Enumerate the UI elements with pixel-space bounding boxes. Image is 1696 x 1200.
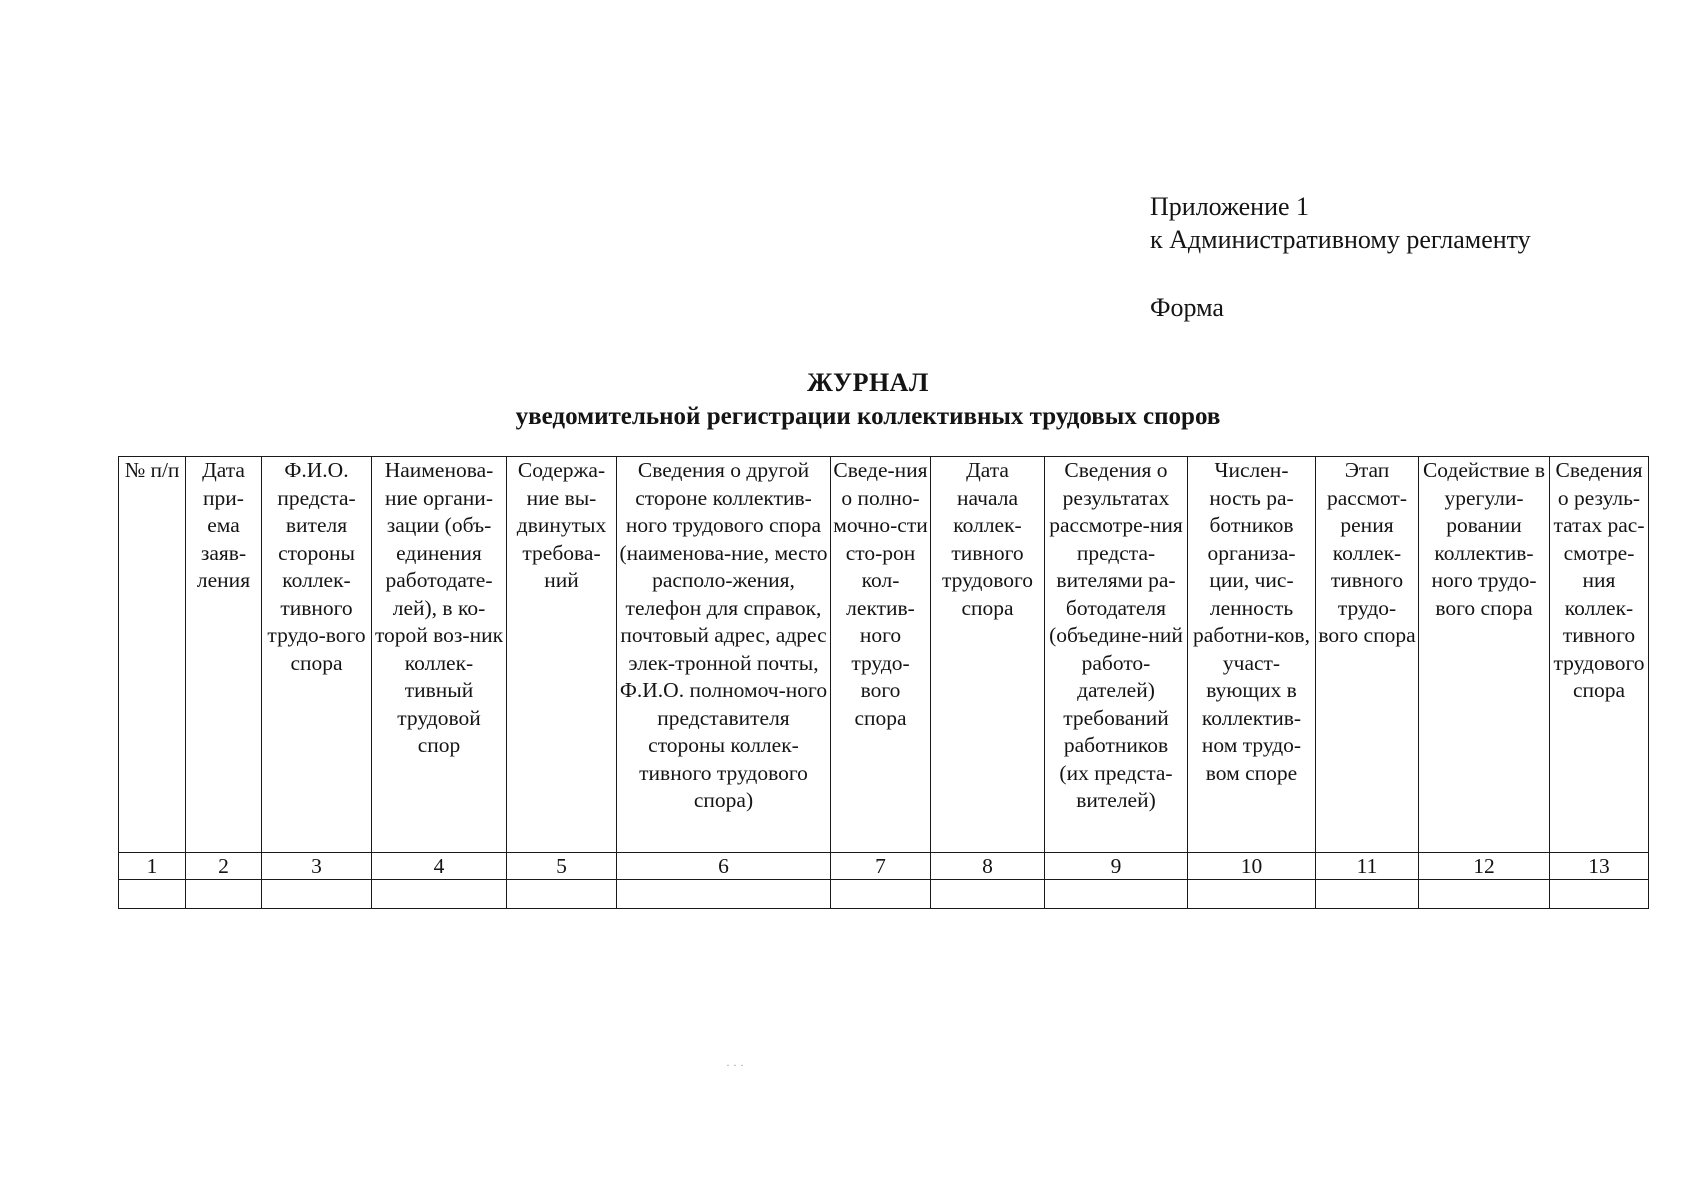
empty-cell — [262, 880, 372, 909]
column-number: 3 — [262, 853, 372, 880]
column-number: 13 — [1550, 853, 1649, 880]
journal-table — [118, 456, 1649, 909]
column-number: 4 — [372, 853, 507, 880]
column-number: 9 — [1045, 853, 1188, 880]
column-number: 10 — [1188, 853, 1316, 880]
empty-cell — [1316, 880, 1419, 909]
document-title: ЖУРНАЛ — [807, 368, 929, 397]
form-label: Форма — [1150, 293, 1224, 322]
document-title-block — [0, 365, 1696, 433]
column-number: 2 — [186, 853, 262, 880]
empty-cell — [617, 880, 831, 909]
header-cell-demands: Содержа-ние вы-двинутых требова-ний — [507, 457, 617, 853]
empty-cell — [831, 880, 931, 909]
column-number: 1 — [119, 853, 186, 880]
header-cell-assistance: Содействие в урегули-ровании коллектив-ного трудо-вого спора — [1419, 457, 1550, 853]
document-subtitle: уведомительной регистрации коллективных трудовых споров — [515, 403, 1221, 430]
empty-entry-row — [119, 880, 1649, 909]
header-cell-number: № п/п — [119, 457, 186, 853]
column-number: 7 — [831, 853, 931, 880]
column-number: 5 — [507, 853, 617, 880]
empty-cell — [372, 880, 507, 909]
empty-cell — [119, 880, 186, 909]
appendix-line-2: к Административному регламенту — [1150, 225, 1531, 254]
header-cell-stage: Этап рассмот-рения коллек-тивного трудо-вого спора — [1316, 457, 1419, 853]
scan-speck: · · · — [726, 1058, 744, 1072]
header-cell-representative-name: Ф.И.О. предста-вителя стороны коллек-тивного трудо-вого спора — [262, 457, 372, 853]
header-cell-application-date: Дата при-ема заяв-ления — [186, 457, 262, 853]
table-header-row — [119, 457, 1649, 853]
appendix-block — [1150, 190, 1531, 324]
header-cell-organization-name: Наименова-ние органи-зации (объ-единения работодате-лей), в ко-торой воз-ник коллек-тивный трудовой спор — [372, 457, 507, 853]
header-cell-other-party: Сведения о другой стороне коллектив-ного трудового спора (наименова-ние, место располо-жения, телефон для справок, почтовый адрес, адрес элек-тронной почты, Ф.И.О. полномоч-ного представителя стороны коллек-тивного трудового спора) — [617, 457, 831, 853]
header-cell-employer-results: Сведения о результатах рассмотре-ния предста-вителями ра-ботодателя (объедине-ний работо-дателей) требований работников (их предста-вителей) — [1045, 457, 1188, 853]
column-number: 12 — [1419, 853, 1550, 880]
empty-cell — [186, 880, 262, 909]
column-number: 11 — [1316, 853, 1419, 880]
empty-cell — [1419, 880, 1550, 909]
header-cell-results: Сведения о резуль-татах рас-смотре-ния коллек-тивного трудового спора — [1550, 457, 1649, 853]
appendix-line-1: Приложение 1 — [1150, 192, 1310, 221]
column-number: 8 — [931, 853, 1045, 880]
column-number: 6 — [617, 853, 831, 880]
column-number-row — [119, 853, 1649, 880]
header-cell-headcount: Числен-ность ра-ботников организа-ции, чис-ленность работни-ков, участ-вующих в коллектив-ном трудо-вом споре — [1188, 457, 1316, 853]
empty-cell — [1188, 880, 1316, 909]
empty-cell — [507, 880, 617, 909]
empty-cell — [931, 880, 1045, 909]
header-cell-start-date: Дата начала коллек-тивного трудового спора — [931, 457, 1045, 853]
empty-cell — [1045, 880, 1188, 909]
empty-cell — [1550, 880, 1649, 909]
header-cell-authority: Сведе-ния о полно-мочно-сти сто-рон кол-лектив-ного трудо-вого спора — [831, 457, 931, 853]
